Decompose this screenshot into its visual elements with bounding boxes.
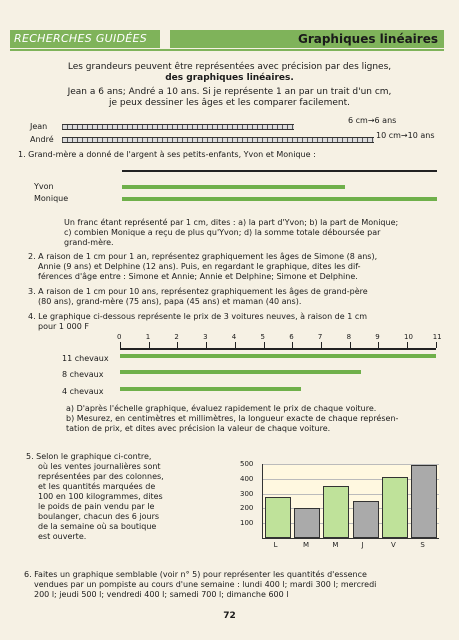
bar-jean <box>62 124 294 130</box>
page-title: Graphiques linéaires <box>170 30 444 48</box>
intro-line-4: je peux dessiner les âges et les comparer facilement. <box>108 98 350 108</box>
intro-line-2: des graphiques linéaires. <box>165 73 294 83</box>
q4-line-1: 4. Le graphique ci-dessous représente le prix de 3 voitures neuves, à raison de 1 cm <box>28 312 368 321</box>
q4-scale-tick <box>378 342 379 348</box>
q5-y-tick-label: 100 <box>240 519 254 528</box>
q6-line-1: 6. Faites un graphique semblable (voir n° 5) pour représenter les quantités d'essence <box>24 570 367 579</box>
q1-reference-line <box>122 170 437 172</box>
q5-bar <box>382 477 408 538</box>
q5-x-tick-label: S <box>420 541 425 549</box>
q5-line: et les quantités marquées de <box>38 482 156 491</box>
q5-bar <box>353 501 379 538</box>
q4-scale-tick <box>350 342 351 348</box>
header-rule <box>10 49 444 51</box>
label-monique: Monique <box>34 194 69 203</box>
value-jean: 6 cm→6 ans <box>348 116 397 125</box>
q3-line-2: (80 ans), grand-mère (75 ans), papa (45 ans) et maman (40 ans). <box>38 297 302 306</box>
q5-line: où les ventes journalières sont <box>38 462 161 471</box>
q6-line-2: vendues par un pompiste au cours d'une semaine : lundi 400 l; mardi 300 l; mercredi <box>34 580 377 589</box>
q5-x-tick-label: M <box>332 541 339 549</box>
q5-line: boulanger, chacun des 6 jours <box>38 512 160 521</box>
page-number: 72 <box>223 611 236 621</box>
q4-scale-label: 5 <box>260 333 265 341</box>
q5-y-tick-label: 400 <box>240 474 254 483</box>
q4-scale-tick <box>407 342 408 348</box>
q5-x-tick-label: M <box>303 541 310 549</box>
q4-scale-label: 0 <box>117 333 122 341</box>
q1-line-c: grand-mère. <box>64 238 114 247</box>
q4-scale-label: 9 <box>375 333 380 341</box>
q5-y-tick-label: 300 <box>240 489 254 498</box>
q1-line-b: c) combien Monique a reçu de plus qu'Yvon; d) la somme totale déboursée par <box>64 228 381 237</box>
q4-car-label: 4 chevaux <box>62 387 104 396</box>
header-separator <box>160 30 170 48</box>
q4-scale-tick <box>149 342 150 348</box>
bar-monique <box>122 197 437 201</box>
label-yvon: Yvon <box>34 182 54 191</box>
q4-scale-label: 11 <box>432 333 442 341</box>
q4-scale-tick <box>321 342 322 348</box>
q4-line-2: pour 1 000 F <box>38 322 89 331</box>
q4-scale-tick <box>206 342 207 348</box>
q4-scale-label: 3 <box>203 333 208 341</box>
q4-scale-tick <box>436 342 437 348</box>
q4-scale-tick <box>235 342 236 348</box>
q4-line-c: tation de prix, et dites avec précision la valeur de chaque voiture. <box>66 424 331 433</box>
q5-x-tick-label: L <box>273 541 278 549</box>
q5-line: 100 en 100 kilogrammes, dites <box>38 492 163 501</box>
q4-scale-label: 6 <box>289 333 294 341</box>
q4-scale-label: 8 <box>346 333 352 341</box>
bar-andre <box>62 137 374 143</box>
q5-x-tick-label: V <box>391 541 396 549</box>
bread-sales-chart <box>262 464 439 539</box>
q5-line: est ouverte. <box>38 532 87 541</box>
q4-scale-label: 7 <box>317 333 323 341</box>
q2-line-3: férences d'âge entre : Simone et Annie; Annie et Delphine; Simone et Delphine. <box>38 272 358 281</box>
q6-line-3: 200 l; jeudi 500 l; vendredi 400 l; samedi 700 l; dimanche 600 l <box>34 590 289 599</box>
q5-bar <box>411 465 437 538</box>
q4-scale-label: 2 <box>174 333 179 341</box>
q4-scale-label: 4 <box>231 333 237 341</box>
q4-scale-tick <box>120 342 121 348</box>
q4-line-a: a) D'après l'échelle graphique, évaluez rapidement le prix de chaque voiture. <box>66 404 377 413</box>
q4-scale-tick <box>264 342 265 348</box>
q5-bar <box>323 486 349 538</box>
q5-line: le poids de pain vendu par le <box>38 502 155 511</box>
q2-line-1: 2. A raison de 1 cm pour 1 an, représentez graphiquement les âges de Simone (8 ans), <box>28 252 378 261</box>
q4-car-bar <box>120 370 361 374</box>
q2-line-2: Annie (9 ans) et Delphine (12 ans). Puis, en regardant le graphique, dites les dif- <box>38 262 361 271</box>
q4-car-bar <box>120 387 301 391</box>
q4-car-bar <box>120 354 436 358</box>
q4-scale-label: 10 <box>404 333 413 341</box>
q3-line-1: 3. A raison de 1 cm pour 10 ans, représentez graphiquement les âges de grand-père <box>28 287 368 296</box>
q4-scale-tick <box>177 342 178 348</box>
q4-scale-tick <box>292 342 293 348</box>
label-andre: André <box>30 135 54 144</box>
q4-scale-line <box>120 348 436 350</box>
page-header <box>10 30 444 48</box>
q5-line: représentées par des colonnes, <box>38 472 164 481</box>
q5-bar <box>294 508 320 538</box>
label-jean: Jean <box>30 122 48 131</box>
q4-line-b: b) Mesurez, en centimètres et millimètres, la longueur exacte de chaque représen- <box>66 414 399 423</box>
section-label: RECHERCHES GUIDÉES <box>10 30 160 48</box>
q5-x-tick-label: J <box>361 541 364 549</box>
q5-line: 5. Selon le graphique ci-contre, <box>26 452 152 461</box>
q5-line: de la semaine où sa boutique <box>38 522 157 531</box>
q4-car-label: 11 chevaux <box>62 354 109 363</box>
q5-y-tick-label: 200 <box>240 504 254 513</box>
q5-bar <box>265 497 291 538</box>
intro-line-3: Jean a 6 ans; André a 10 ans. Si je représente 1 an par un trait d'un cm, <box>67 87 392 97</box>
bar-yvon <box>122 185 345 189</box>
q1-text: 1. Grand-mère a donné de l'argent à ses petits-enfants, Yvon et Monique : <box>18 150 316 159</box>
q4-car-label: 8 chevaux <box>62 370 104 379</box>
intro-line-1: Les grandeurs peuvent être représentées avec précision par des lignes, <box>67 62 392 72</box>
q5-y-tick-label: 500 <box>240 460 254 468</box>
value-andre: 10 cm→10 ans <box>376 131 435 140</box>
q1-line-a: Un franc étant représenté par 1 cm, dites : a) la part d'Yvon; b) la part de Monique; <box>64 218 399 227</box>
q4-scale-label: 1 <box>145 333 151 341</box>
